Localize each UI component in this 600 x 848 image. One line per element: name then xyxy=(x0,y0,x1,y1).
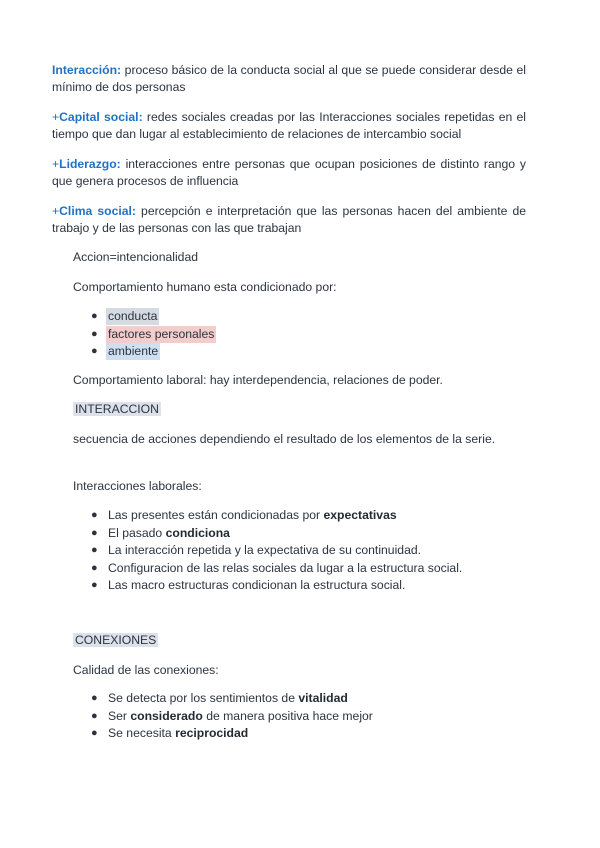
definition-term: Clima social: xyxy=(59,204,136,218)
definition-clima-social xyxy=(52,203,526,237)
highlighted-item-text: factores personales xyxy=(108,326,215,341)
conexiones-list xyxy=(90,690,373,743)
bullet-icon: ● xyxy=(91,709,98,722)
definition-text: redes sociales creadas por las Interacciones sociales repetidas en el tiempo que dan lugar al establecimiento de relaciones de intercambio social xyxy=(52,110,526,141)
bullet-icon: ● xyxy=(91,345,98,357)
interacciones-list xyxy=(90,507,462,595)
comportamiento-line: Comportamiento humano esta condicionado por: xyxy=(73,280,337,294)
accion-line: Accion=intencionalidad xyxy=(73,250,199,264)
definition-prefix: + xyxy=(52,204,60,218)
highlighted-item-text: conducta xyxy=(108,309,158,323)
bullet-icon: ● xyxy=(91,579,98,591)
section-heading-interaccion xyxy=(73,401,161,418)
bullet-icon: ● xyxy=(91,509,98,521)
bullet-icon: ● xyxy=(91,544,98,556)
bullet-icon: ● xyxy=(91,561,98,574)
definition-term: Liderazgo: xyxy=(59,157,121,171)
definition-term: Interacción: xyxy=(52,63,122,77)
definition-text: percepción e interpretación que las personas hacen del ambiente de trabajo y de las personas con las que trabajan xyxy=(52,204,526,235)
definition-liderazgo xyxy=(52,156,526,190)
definition-text: proceso básico de la conducta social al que se puede considerar desde el mínimo de dos personas xyxy=(52,63,526,94)
definition-term: Capital social: xyxy=(59,110,143,124)
interacciones-label: Interacciones laborales: xyxy=(73,479,202,493)
definition-capital-social xyxy=(52,109,526,143)
bullet-icon: ● xyxy=(91,727,98,739)
list-item: ● Se necesita reciprocidad xyxy=(91,726,249,740)
definition-text: interacciones entre personas que ocupan posiciones de distinto rango y que genera procesos de influencia xyxy=(52,157,526,188)
condition-list xyxy=(90,308,216,361)
list-item: ● La interacción repetida y la expectativa de su continuidad. xyxy=(91,543,422,557)
section-heading-text: INTERACCION xyxy=(75,402,159,416)
list-item: ● Ser considerado de manera positiva hace mejor xyxy=(91,708,373,723)
bullet-icon: ● xyxy=(91,327,98,340)
list-item: ● Se detecta por los sentimientos de vitalidad xyxy=(91,691,348,705)
definition-prefix: + xyxy=(52,157,60,171)
list-item: ● El pasado condiciona xyxy=(91,525,230,540)
definition-prefix: + xyxy=(52,110,60,124)
bullet-icon: ● xyxy=(91,310,98,322)
bullet-icon: ● xyxy=(91,692,98,704)
list-item: ● Las macro estructuras condicionan la estructura social. xyxy=(91,578,406,592)
list-item: ● Configuracion de las relas sociales da lugar a la estructura social. xyxy=(91,560,463,575)
section-heading-text: CONEXIONES xyxy=(75,633,157,647)
list-item xyxy=(90,326,216,344)
interaccion-paragraph: secuencia de acciones dependiendo el resultado de los elementos de la serie. xyxy=(73,432,496,446)
list-item xyxy=(90,343,216,361)
bullet-icon: ● xyxy=(91,526,98,539)
list-item: ● Las presentes están condicionadas por expectativas xyxy=(91,508,397,522)
definition-interaccion xyxy=(52,62,526,96)
section-heading-conexiones xyxy=(73,632,158,649)
list-item xyxy=(90,308,216,326)
calidad-label: Calidad de las conexiones: xyxy=(73,663,219,677)
laboral-line: Comportamiento laboral: hay interdependencia, relaciones de poder. xyxy=(73,373,443,387)
highlighted-item-text: ambiente xyxy=(108,344,159,358)
